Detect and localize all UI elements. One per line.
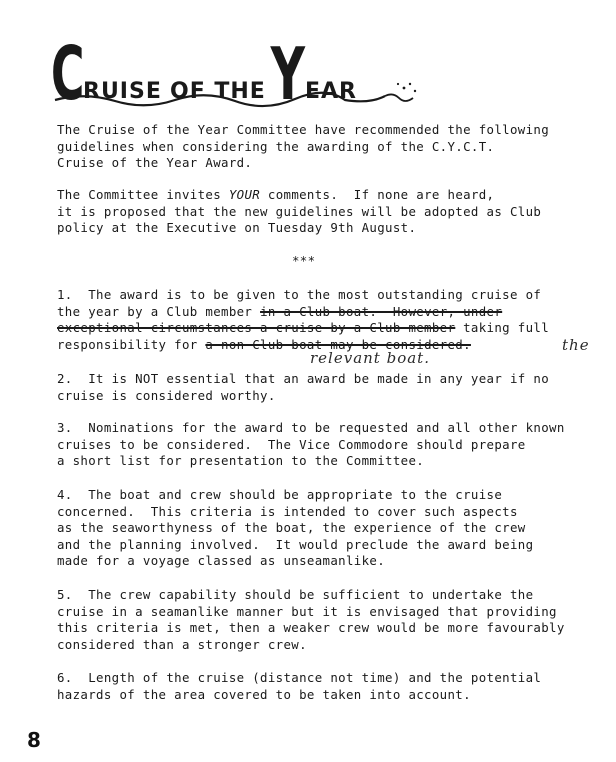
guideline-line: as the seaworthyness of the boat, the experience of the crew — [57, 520, 526, 536]
struck-text: a non-Club boat may be considered. — [205, 336, 471, 352]
intro-line: Cruise of the Year Award. — [57, 155, 253, 171]
guideline-text: taking full — [455, 320, 550, 336]
invite-text: comments. If none are heard, — [260, 187, 495, 202]
guideline-line: 1. The award is to be given to the most outstanding cruise of — [57, 287, 542, 302]
guideline-5 — [57, 587, 565, 653]
handwritten-relevant-boat: relevant boat. — [310, 349, 430, 367]
guideline-line: 2. It is NOT essential that an award be made in any year if no — [57, 371, 550, 386]
title-word-ear: EAR — [305, 79, 357, 104]
separator-stars: *** — [292, 253, 316, 268]
guideline-line: and the planning involved. It would preclude the award being — [57, 536, 534, 552]
invite-line: policy at the Executive on Tuesday 9th August. — [57, 220, 417, 236]
guideline-1 — [57, 287, 549, 353]
struck-text: in a Club boat. However, under — [260, 303, 503, 319]
guideline-line: 3. Nominations for the award to be requested and all other known — [57, 420, 565, 435]
wave-tail — [385, 94, 413, 101]
spray-dot — [397, 83, 399, 85]
guideline-line: 4. The boat and crew should be appropriate to the cruise — [57, 487, 503, 502]
guideline-line: cruise in a seamanlike manner but it is envisaged that providing — [57, 603, 557, 619]
spray-dot — [409, 83, 411, 85]
guideline-6 — [57, 670, 541, 703]
guideline-line: a short list for presentation to the Committee. — [57, 453, 425, 469]
title-initial-c: C — [50, 30, 85, 112]
invite-paragraph — [57, 187, 541, 237]
page-number: 8 — [27, 728, 41, 752]
title-initial-y: Y — [270, 32, 306, 112]
handwritten-the: the — [562, 336, 590, 354]
title-word-of-the: OF THE — [170, 79, 266, 104]
invite-text: The Committee invites — [57, 187, 229, 202]
title-word-ruise: RUISE — [83, 79, 162, 104]
guideline-3 — [57, 420, 565, 470]
guideline-line: hazards of the area covered to be taken into account. — [57, 686, 471, 702]
spray-dot — [414, 90, 416, 92]
guideline-line: made for a voyage classed as unseamanlike. — [57, 553, 386, 569]
spray-dot — [403, 87, 406, 90]
guideline-text: the year by a Club member — [57, 303, 261, 319]
guideline-text: responsibility for — [57, 336, 206, 352]
guideline-line: concerned. This criteria is intended to cover such aspects — [57, 503, 518, 519]
guideline-line: cruise is considered worthy. — [57, 387, 276, 403]
guideline-2 — [57, 371, 549, 404]
guideline-line: this criteria is met, then a weaker crew would be more favourably — [57, 620, 565, 636]
struck-text: exceptional circumstances a cruise by a Club member — [57, 320, 456, 336]
guideline-line: cruises to be considered. The Vice Commodore should prepare — [57, 436, 526, 452]
title-graphic — [0, 0, 616, 112]
intro-line: guidelines when considering the awarding of the C.Y.C.T. — [57, 138, 495, 154]
intro-paragraph — [57, 122, 549, 172]
guideline-line: 5. The crew capability should be sufficient to undertake the — [57, 587, 534, 602]
guideline-4 — [57, 487, 533, 570]
invite-emphasis: YOUR — [228, 187, 261, 202]
guideline-line: considered than a stronger crew. — [57, 636, 307, 652]
guideline-line: 6. Length of the cruise (distance not time) and the potential — [57, 670, 542, 685]
invite-line: it is proposed that the new guidelines will be adopted as Club — [57, 203, 542, 219]
header — [0, 0, 616, 112]
intro-line: The Cruise of the Year Committee have recommended the following — [57, 122, 550, 137]
